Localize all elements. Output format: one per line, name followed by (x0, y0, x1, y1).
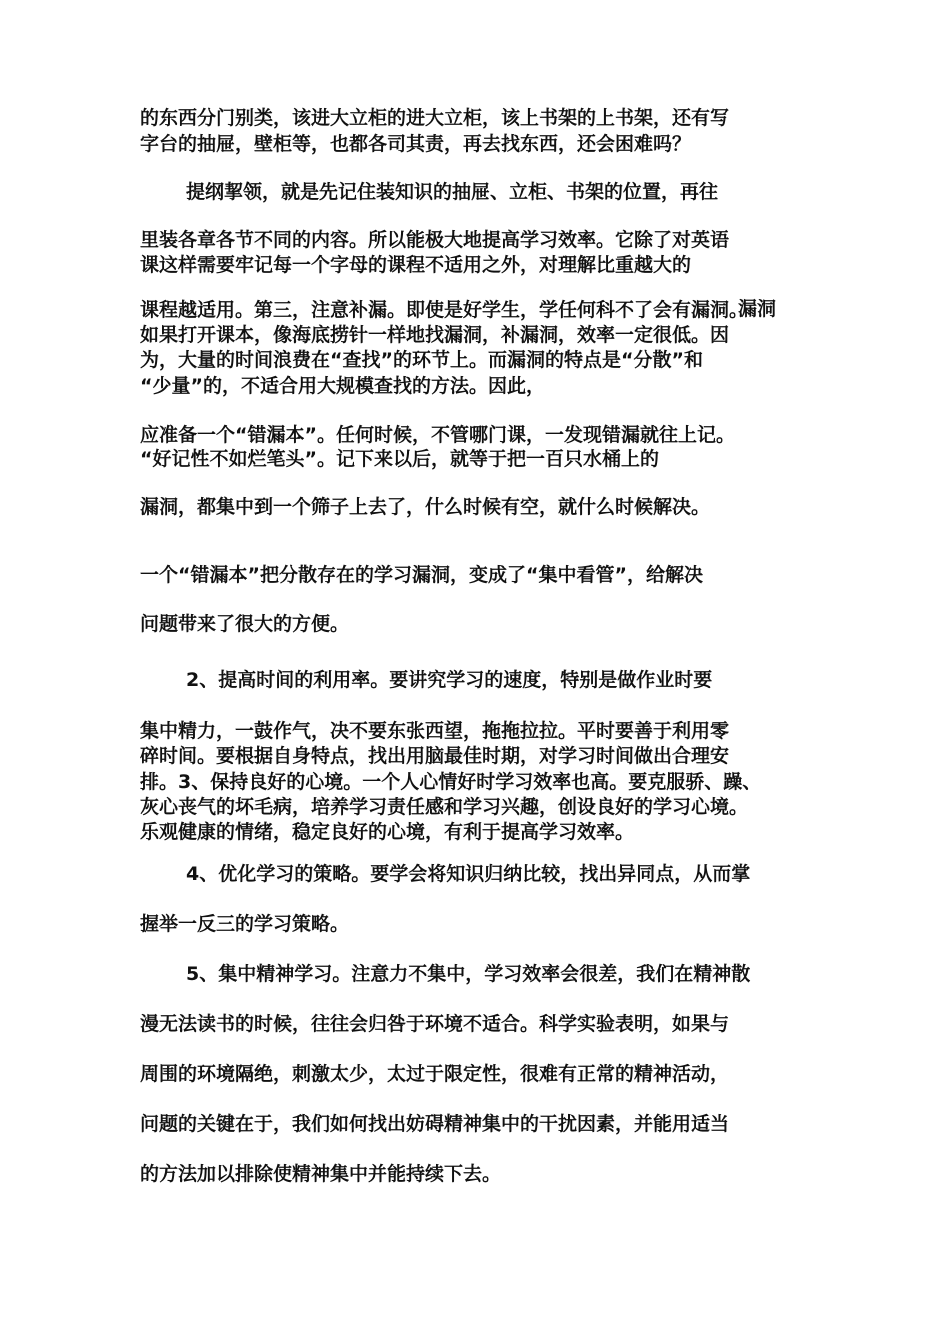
text-line-14: 问题带来了很大的方便。 (140, 613, 350, 635)
text-line-7: 如果打开课本，像海底捞针一样地找漏洞，补漏洞，效率一定很低。因 (140, 324, 730, 346)
text-line-4: 里装各章各节不同的内容。所以能极大地提高学习效率。它除了对英语 (140, 229, 730, 251)
text-line-2: 字台的抽屉，壁柜等，也都各司其责，再去找东西，还会困难吗？ (140, 133, 692, 155)
text-line-3: 提纲挈领，就是先记住装知识的抽屉、立柜、书架的位置，再往 (186, 181, 719, 203)
text-line-18: 排。3、保持良好的心境。一个人心情好时学习效率也高。要克服骄、躁、 (140, 771, 762, 793)
text-line-27: 的方法加以排除使精神集中并能持续下去。 (140, 1163, 502, 1185)
text-line-11: “好记性不如烂笔头”。记下来以后，就等于把一百只水桶上的 (140, 448, 659, 470)
text-line-25: 周围的环境隔绝，刺激太少，太过于限定性，很难有正常的精神活动， (140, 1063, 730, 1085)
text-line-19: 灰心丧气的坏毛病，培养学习责任感和学习兴趣，创设良好的学习心境。 (140, 796, 749, 818)
text-line-9: “少量”的，不适合用大规模查找的方法。因此， (140, 375, 545, 397)
text-line-21: 4、优化学习的策略。要学会将知识归纳比较，找出异同点，从而掌 (186, 863, 751, 885)
overlapping-text: 漏洞 (738, 298, 777, 320)
text-line-12: 漏洞，都集中到一个筛子上去了，什么时候有空，就什么时候解决。 (140, 496, 711, 518)
text-line-16: 集中精力，一鼓作气，决不要东张西望，拖拖拉拉。平时要善于利用零 (140, 720, 730, 742)
text-line-13: 一个“错漏本”把分散存在的学习漏洞，变成了“集中看管”，给解决 (140, 564, 703, 586)
text-line-15: 2、提高时间的利用率。要讲究学习的速度，特别是做作业时要 (186, 669, 713, 691)
text-line-8: 为，大量的时间浪费在“查找”的环节上。而漏洞的特点是“分散”和 (140, 349, 703, 371)
text-line-6: 课程越适用。第三，注意补漏。即使是好学生，学任何科不了会有漏洞。 (140, 299, 749, 321)
text-line-22: 握举一反三的学习策略。 (140, 913, 350, 935)
text-line-20: 乐观健康的情绪，稳定良好的心境，有利于提高学习效率。 (140, 821, 635, 843)
text-line-10: 应准备一个“错漏本”。任何时候，不管哪门课，一发现错漏就往上记。 (140, 424, 735, 446)
text-line-17: 碎时间。要根据自身特点，找出用脑最佳时期，对学习时间做出合理安 (140, 745, 730, 767)
text-line-1: 的东西分门别类，该进大立柜的进大立柜，该上书架的上书架，还有写 (140, 107, 730, 129)
text-line-26: 问题的关键在于，我们如何找出妨碍精神集中的干扰因素，并能用适当 (140, 1113, 730, 1135)
text-line-24: 漫无法读书的时候，往往会归咎于环境不适合。科学实验表明，如果与 (140, 1013, 730, 1035)
text-line-23: 5、集中精神学习。注意力不集中，学习效率会很差，我们在精神散 (186, 963, 751, 985)
text-line-5: 课这样需要牢记每一个字母的课程不适用之外，对理解比重越大的 (140, 254, 692, 276)
